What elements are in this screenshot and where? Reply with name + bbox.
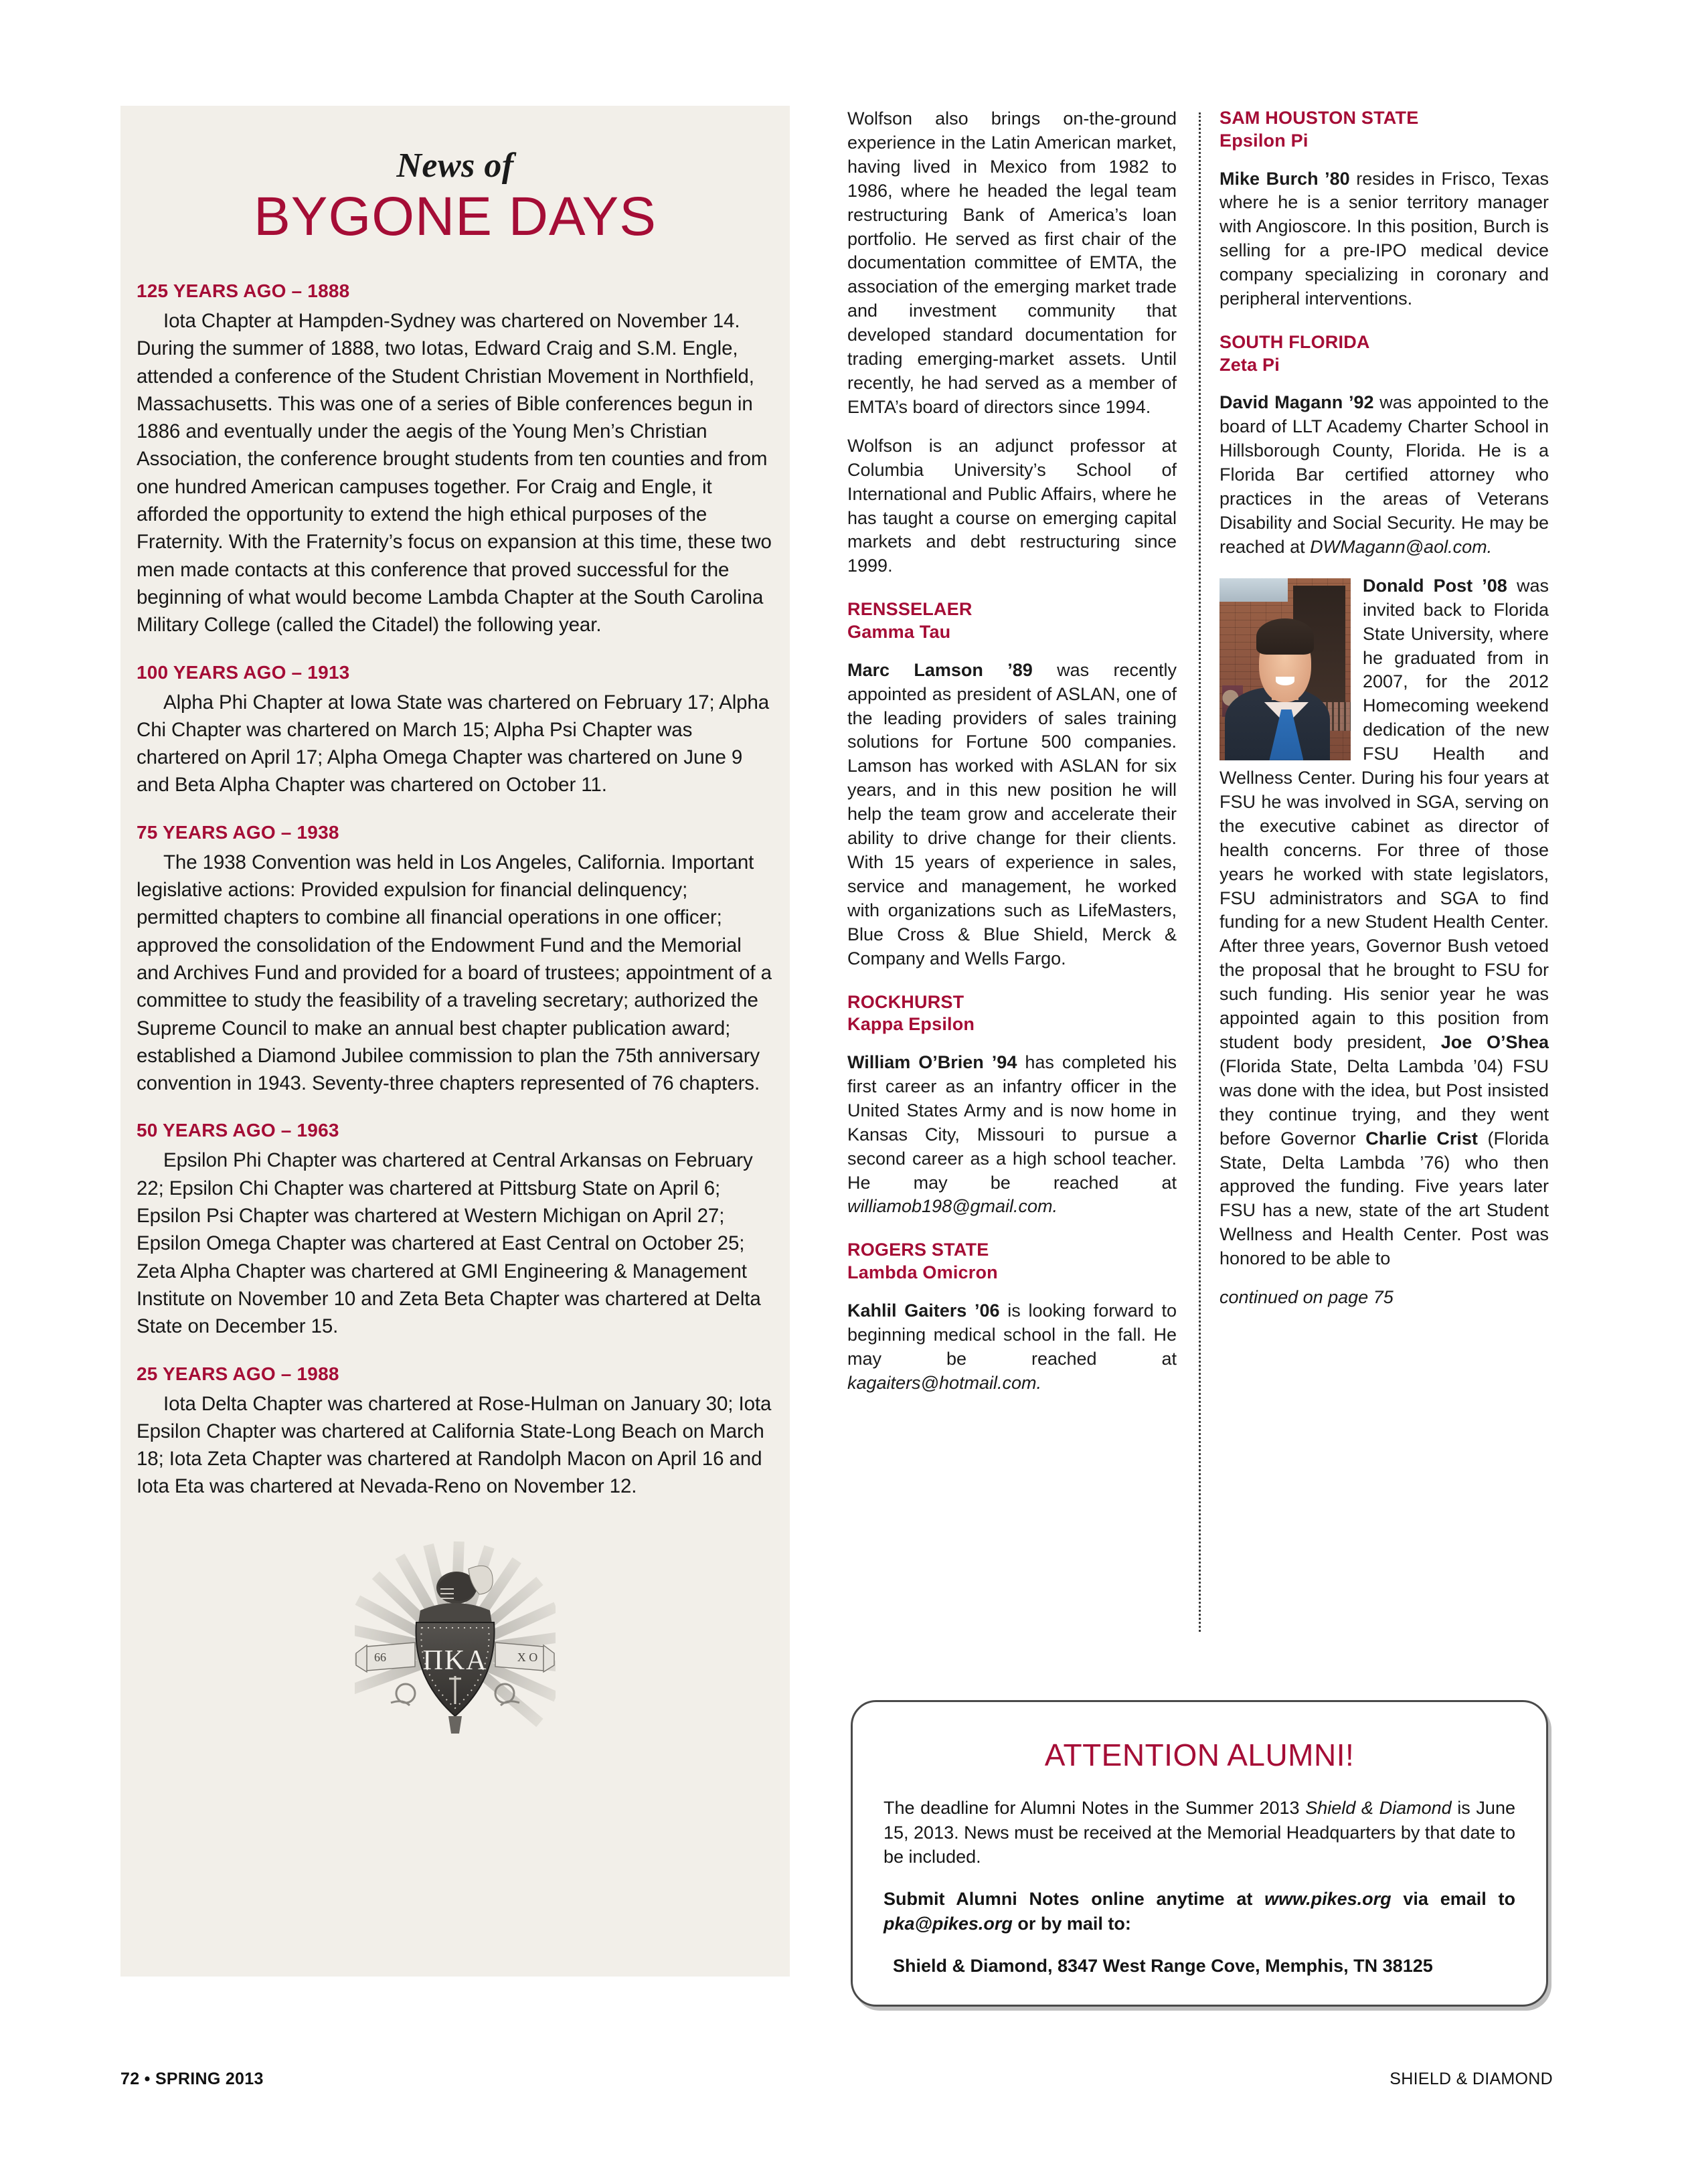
alumni-note-text: resides in Frisco, Texas where he is a senior territory manager with Angioscore. In this position, Burch is selling for a pre-IPO medical device company specializing in coronary and peripheral interventions. bbox=[1220, 168, 1549, 309]
svg-text:66: 66 bbox=[374, 1650, 386, 1664]
alumnus-name: Mike Burch ’80 bbox=[1220, 168, 1350, 189]
continued-note: continued on page 75 bbox=[1220, 1287, 1394, 1308]
alumnus-email: DWMagann@aol.com. bbox=[1310, 536, 1493, 557]
publication-name: Shield & Diamond bbox=[1305, 1798, 1452, 1818]
submit-text-b: via email to bbox=[1391, 1889, 1515, 1910]
chapter-heading-sam-houston-state bbox=[1220, 107, 1549, 153]
alumnus-email: williamob198@gmail.com. bbox=[847, 1196, 1058, 1217]
alumnus-name: Marc Lamson ’89 bbox=[847, 659, 1033, 680]
submit-text-a: Submit Alumni Notes online anytime at bbox=[884, 1889, 1265, 1910]
alumnus-email: kagaiters@hotmail.com. bbox=[847, 1372, 1042, 1393]
section-body-50: Epsilon Phi Chapter was chartered at Central Arkansas on February 22; Epsilon Chi Chapter was chartered at Pittsburg State on April 6; Epsilon Psi Chapter was chartered at Western Michigan on April 27; Epsilon Omega Chapter was chartered at East Central on October 25; Zeta Alpha Chapter was chartered at GMI Engineering & Management Institute on November 10 and Zeta Beta Chapter was chartered at Delta State on December 15. bbox=[137, 1149, 761, 1338]
alumnus-name: Kahlil Gaiters ’06 bbox=[847, 1300, 1000, 1321]
alumni-note-burch bbox=[1220, 167, 1549, 311]
section-heading-25: 25 YEARS AGO – 1988 bbox=[137, 1363, 339, 1384]
section-heading-50: 50 YEARS AGO – 1963 bbox=[137, 1120, 339, 1141]
wolfson-paragraph-1: Wolfson also brings on-the-ground experience in the Latin American market, having lived in Mexico from 1982 to 1986, where he headed the legal team restructuring Bank of America’s loan portfolio. He served as first chair of the documentation committee of EMTA, the association of the emerging market trade and investment community that developed standard documentation for trading emerging-market assets. Until recently, he had served as a member of EMTA’s board of directors since 1994. bbox=[847, 108, 1177, 417]
alumni-note-text-3: (Florida State, Delta Lambda ’76) who then approved the funding. Five years later FSU has a new, state of the art Student Wellness and Health Center. Post was honored to be able to bbox=[1220, 1128, 1549, 1269]
alumni-note-gaiters bbox=[847, 1299, 1177, 1396]
section-heading-125: 125 YEARS AGO – 1888 bbox=[137, 280, 350, 301]
footer-publication: SHIELD & DIAMOND bbox=[1390, 2070, 1553, 2088]
wolfson-paragraph-2: Wolfson is an adjunct professor at Columbia University’s School of International and Public Affairs, where he has taught a course on emerging capital markets and debt restructuring since 1999. bbox=[847, 435, 1177, 576]
university-name: SOUTH FLORIDA bbox=[1220, 331, 1370, 352]
alumni-note-text: was recently appointed as president of ASLAN, one of the leading providers of sales training solutions for Fortune 500 companies. Lamson has worked with ASLAN for six years, and in this new position he will help the team grow and accelerate their ability to drive change for their clients. With 15 years of experience in sales, service and management, he worked with organizations such as LifeMasters, Blue Cross & Blue Shield, Merck & Company and Wells Fargo. bbox=[847, 659, 1177, 969]
chapter-heading-rockhurst bbox=[847, 991, 1177, 1037]
alumnus-name: David Magann ’92 bbox=[1220, 392, 1374, 413]
attention-alumni-title: ATTENTION ALUMNI! bbox=[1044, 1738, 1355, 1772]
submit-text-c: or by mail to: bbox=[1012, 1913, 1131, 1934]
crest-container bbox=[137, 1538, 774, 1746]
referenced-name-oshea: Joe O’Shea bbox=[1440, 1032, 1549, 1052]
website-url[interactable]: www.pikes.org bbox=[1264, 1889, 1392, 1910]
university-name: RENSSELAER bbox=[847, 599, 973, 620]
university-name: ROGERS STATE bbox=[847, 1240, 989, 1260]
alumni-note-text-1: was invited back to Florida State University, where he graduated from in 2007, for the 2012 Homecoming weekend dedication of the new FSU Health and Wellness Center. During his four years at FSU he was involved in SGA, serving on the executive cabinet as director of health concerns. For three of those years he worked with state legislators, FSU administrators and SGA to find funding for a new Student Health Center. After three years, Governor Bush vetoed the proposal that he brought to FSU for such funding. His senior year he was appointed again to this position from student body president, bbox=[1220, 575, 1549, 1052]
university-name: SAM HOUSTON STATE bbox=[1220, 108, 1419, 128]
section-body-25: Iota Delta Chapter was chartered at Rose-Hulman on January 30; Iota Epsilon Chapter was chartered at California State-Long Beach on March 18; Iota Zeta Chapter was chartered at Randolph Macon on April 16 and Iota Eta was chartered at Nevada-Reno on November 12. bbox=[137, 1392, 772, 1498]
chapter-heading-rensselaer bbox=[847, 598, 1177, 644]
section-body-75: The 1938 Convention was held in Los Angeles, California. Important legislative actions: Provided expulsion for financial delinquency; permitted chapters to combine all financial operations in one officer; approved the consolidation of the Endowment Fund and the Memorial and Archives Fund and provided for a board of trustees; appointment of a committee to study the feasibility of a traveling secretary; authorized the Supreme Council to make an annual best chapter publication award; established a Diamond Jubilee commission to plan the 75th anniversary convention in 1943. Seventy-three chapters represented of 76 chapters. bbox=[137, 851, 772, 1095]
section-body-125: Iota Chapter at Hampden-Sydney was chartered on November 14. During the summer of 1888, two Iotas, Edward Craig and S.M. Engle, attended a conference of the Student Christian Movement in Northfield, Massachusetts. This was one of a series of Bible conferences begun in 1886 and eventually under the aegis of the Young Men’s Christian Association, the conference brought students from ten counties and from one hundred American campuses together. For Craig and Engle, it afforded the opportunity to extend the high ethical purposes of the Fraternity. With the Fraternity’s focus on expansion at this time, these two men made contacts at this conference that proved successful for the beginning of what would become Lambda Chapter at the South Carolina Military College (called the Citadel) the following year. bbox=[137, 310, 772, 637]
mailing-address: Shield & Diamond, 8347 West Range Cove, Memphis, TN 38125 bbox=[893, 1955, 1433, 1976]
section-heading-100: 100 YEARS AGO – 1913 bbox=[137, 661, 350, 683]
alumni-note-obrien bbox=[847, 1051, 1177, 1219]
alumni-submit-text bbox=[884, 1887, 1515, 1936]
alumni-note-post bbox=[1220, 574, 1549, 1271]
column-divider bbox=[1199, 112, 1201, 1632]
referenced-name-crist: Charlie Crist bbox=[1365, 1128, 1478, 1149]
alumnus-name: Donald Post ’08 bbox=[1363, 575, 1507, 596]
alumnus-photo bbox=[1220, 578, 1351, 760]
alumni-notes-column-2 bbox=[847, 107, 1177, 1410]
chapter-name: Lambda Omicron bbox=[847, 1262, 998, 1283]
deadline-text-b: is June 15, 2013. News must be received at the Memorial Headquarters by that date to be included. bbox=[884, 1798, 1516, 1867]
alumni-note-text: was appointed to the board of LLT Academy Charter School in Hillsborough County, Florida. He is a Florida Bar certified attorney who practices in the areas of Veterans Disability and Social Security. He may be reached at bbox=[1220, 392, 1549, 557]
submission-email[interactable]: pka@pikes.org bbox=[884, 1913, 1013, 1934]
page-title: BYGONE DAYS bbox=[254, 186, 657, 247]
alumni-notes-column-3 bbox=[1220, 107, 1549, 1325]
university-name: ROCKHURST bbox=[847, 991, 964, 1012]
chapter-name: Epsilon Pi bbox=[1220, 130, 1309, 151]
deadline-text-a: The deadline for Alumni Notes in the Summer 2013 bbox=[884, 1798, 1306, 1818]
alumni-note-lamson bbox=[847, 659, 1177, 971]
alumni-note-text: is looking forward to beginning medical school in the fall. He may be reached at bbox=[847, 1300, 1177, 1369]
svg-text:ΠΚΑ: ΠΚΑ bbox=[422, 1645, 488, 1676]
alumnus-name: William O’Brien ’94 bbox=[847, 1052, 1017, 1072]
page-footer bbox=[120, 2070, 1553, 2089]
chapter-heading-south-florida bbox=[1220, 331, 1549, 377]
fraternity-crest-icon bbox=[355, 1538, 556, 1746]
section-heading-75: 75 YEARS AGO – 1938 bbox=[137, 821, 339, 843]
footer-page-number: 72 • SPRING 2013 bbox=[120, 2070, 264, 2088]
chapter-name: Kappa Epsilon bbox=[847, 1014, 975, 1035]
chapter-name: Zeta Pi bbox=[1220, 354, 1280, 375]
alumni-note-text-2: (Florida State, Delta Lambda ’04) FSU was done with the idea, but Post insisted they continue trying, and they went before Governor bbox=[1220, 1056, 1549, 1149]
attention-alumni-box bbox=[851, 1700, 1548, 2007]
section-body-100: Alpha Phi Chapter at Iowa State was chartered on February 17; Alpha Chi Chapter was chartered on March 15; Alpha Psi Chapter was chartered on April 17; Alpha Omega Chapter was chartered on June 9 and Beta Alpha Chapter was chartered on October 11. bbox=[137, 691, 770, 796]
chapter-heading-rogers-state bbox=[847, 1239, 1177, 1284]
alumni-note-text: has completed his first career as an infantry officer in the United States Army and is now home in Kansas City, Missouri to pursue a second career as a high school teacher. He may be reached at bbox=[847, 1052, 1177, 1193]
alumni-deadline-text bbox=[884, 1796, 1515, 1869]
chapter-name: Gamma Tau bbox=[847, 621, 951, 642]
kicker-news-of: News of bbox=[396, 147, 514, 185]
bygone-days-column bbox=[120, 106, 790, 1977]
svg-text:X O: X O bbox=[517, 1650, 538, 1664]
alumni-note-magann bbox=[1220, 391, 1549, 559]
